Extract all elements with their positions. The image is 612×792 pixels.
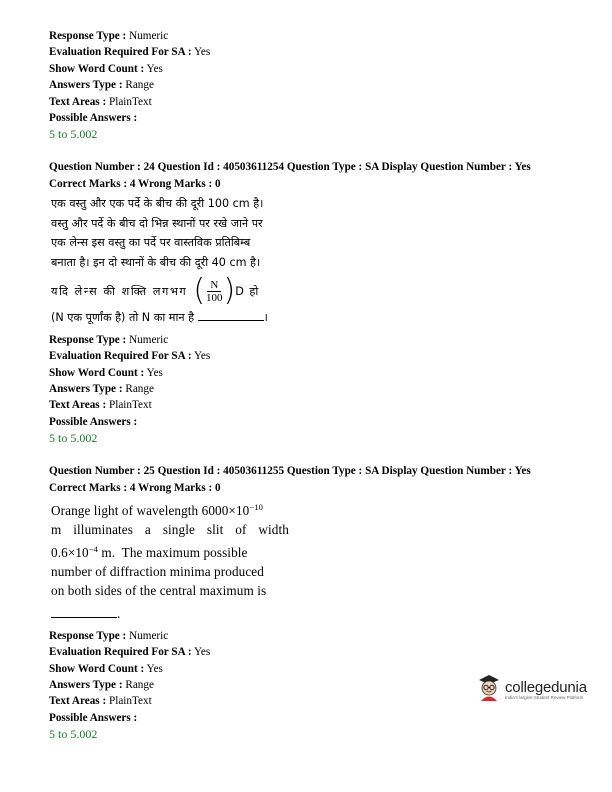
possible-answers-value: 5 to 5.002 (49, 727, 98, 742)
left-paren: ( (193, 273, 206, 309)
answers-type-row: Answers Type : Range (49, 79, 154, 92)
response-type-row: Response Type : Numeric (49, 333, 169, 346)
text-areas-row: Text Areas : PlainText (49, 695, 152, 708)
student-mascot-icon (476, 672, 502, 707)
question-24 (49, 159, 579, 447)
question-marks: Correct Marks : 4 Wrong Marks : 0 (49, 177, 221, 190)
question-text (51, 194, 301, 328)
possible-answers-label: Possible Answers : (49, 112, 138, 125)
question-line: number of diffraction minima produced (51, 563, 264, 579)
question-line: एक वस्तु और एक पर्दे के बीच की दूरी 100 cm है। (51, 197, 264, 211)
logo-text (505, 679, 587, 700)
question-text (51, 498, 289, 624)
fraction-prefix: यदि लेन्स की शक्ति लगभग (51, 284, 188, 298)
fraction-numerator: N (207, 279, 221, 292)
evaluation-row: Evaluation Required For SA : Yes (49, 350, 211, 363)
answer-blank (51, 607, 117, 618)
answer-blank (198, 310, 264, 321)
question-line: एक लेन्स इस वस्तु का पर्दे पर वास्तविक प्रतिबिम्ब (51, 236, 251, 250)
question-last-line: (N एक पूर्णांक है) तो N का मान है । (51, 311, 268, 325)
question-line: वस्तु और पर्दे के बीच दो भिन्न स्थानों पर रखे जाने पर (51, 216, 263, 230)
fraction-suffix: D हो (235, 284, 260, 298)
word-count-row: Show Word Count : Yes (49, 366, 163, 379)
fraction-denominator: 100 (206, 291, 223, 304)
question-line: बनाता है। इन दो स्थानों के बीच की दूरी 40 cm है। (51, 255, 261, 269)
question-line: . (51, 604, 289, 623)
question-line: Orange light of wavelength $6000\times 10^{-10}$ (51, 502, 263, 518)
question-marks: Correct Marks : 4 Wrong Marks : 0 (49, 481, 221, 494)
question-header: Question Number : 24 Question Id : 40503611254 Question Type : SA Display Question Number : Yes (49, 161, 531, 174)
question-paper-page (49, 28, 579, 743)
collegedunia-logo (476, 672, 587, 707)
word-count-row: Show Word Count : Yes (49, 662, 163, 675)
question-line: $0.6\times 10^{-4}$ m. The maximum possible (51, 543, 248, 560)
possible-answers-label: Possible Answers : (49, 415, 138, 428)
possible-answers-value: 5 to 5.002 (49, 431, 98, 446)
word-count-row: Show Word Count : Yes (49, 62, 163, 75)
answers-type-row: Answers Type : Range (49, 679, 154, 691)
text-areas-row: Text Areas : PlainText (49, 95, 152, 108)
right-paren: ) (223, 273, 236, 309)
logo-brand: collegedunia (505, 679, 587, 696)
question-line: on both sides of the central maximum is (51, 583, 267, 599)
possible-answers-label: Possible Answers : (49, 711, 138, 724)
fraction-line (51, 273, 301, 309)
question-header: Question Number : 25 Question Id : 40503611255 Question Type : SA Display Question Number : Yes (49, 465, 531, 478)
possible-answers-value: 5 to 5.002 (49, 127, 98, 142)
evaluation-row: Evaluation Required For SA : Yes (49, 646, 211, 659)
response-type-row: Response Type : Numeric (49, 629, 169, 642)
question-line: m illuminates a single slit of width (51, 522, 289, 538)
prev-question-meta (49, 28, 579, 143)
response-type-row: Response Type : Numeric (49, 30, 169, 42)
text-areas-row: Text Areas : PlainText (49, 399, 152, 412)
evaluation-row: Evaluation Required For SA : Yes (49, 46, 211, 59)
fraction (206, 279, 223, 304)
logo-tagline: India's largest Student Review Platform (505, 695, 584, 700)
answers-type-row: Answers Type : Range (49, 382, 154, 395)
